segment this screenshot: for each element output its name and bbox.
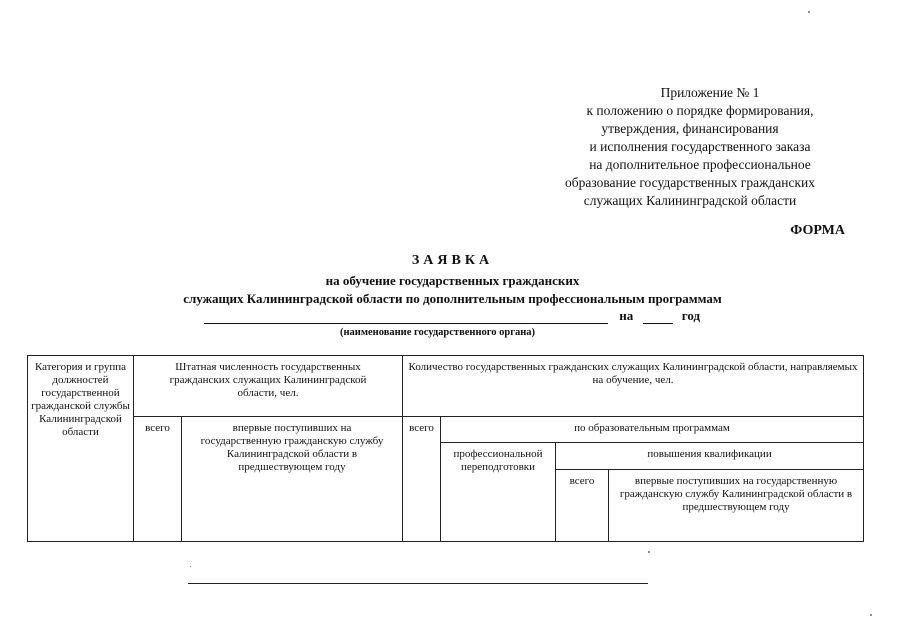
organization-line [204, 308, 704, 324]
scan-speck [648, 551, 650, 553]
staff-total-header: всего [134, 417, 182, 542]
by-programs-header: по образовательным программам [441, 417, 864, 443]
scan-speck [808, 11, 810, 13]
staff-header: Штатная численность государственных гражданских служащих Калининградской области, чел. [134, 356, 403, 417]
year-label: год [681, 308, 701, 323]
category-header: Категория и группа должностей государственной гражданской службы Калининградской области [28, 356, 134, 542]
appendix-block [500, 84, 880, 210]
document-title: ЗАЯВКА [411, 253, 494, 268]
appendix-line: утверждения, финансирования [601, 121, 779, 136]
qualification-total-header: всего [556, 470, 609, 542]
scan-speck [190, 566, 191, 567]
scan-speck [870, 614, 872, 616]
staff-first-entered-header: впервые поступивших на государственную гражданскую службу Калининградской области в предшествующем году [182, 417, 403, 542]
subtitle-line: на обучение государственных гражданских [325, 273, 580, 288]
na-label: на [619, 308, 634, 323]
qualification-header: повышения квалификации [556, 443, 864, 470]
count-total-header: всего [403, 417, 441, 542]
appendix-line: образование государственных гражданских [564, 175, 816, 190]
signature-line [188, 583, 648, 584]
form-label: ФОРМА [790, 223, 845, 238]
request-table [27, 355, 864, 542]
document-subtitle [0, 272, 905, 308]
count-header: Количество государственных гражданских служащих Калининградской области, направляемых на обучение, чел. [403, 356, 864, 417]
appendix-line: служащих Калининградской области [583, 193, 797, 208]
retraining-header: профессиональной переподготовки [441, 443, 556, 542]
qualification-first-entered-header: впервые поступивших на государственную гражданскую службу Калининградской области в предшествующем году [609, 470, 864, 542]
appendix-line: и исполнения государственного заказа [589, 139, 811, 154]
appendix-line: на дополнительное профессиональное [589, 157, 811, 172]
organization-caption: (наименование государственного органа) [340, 327, 536, 338]
subtitle-line: служащих Калининградской области по дополнительным профессиональным программам [183, 291, 722, 306]
organization-blank [204, 310, 608, 324]
appendix-line: Приложение № 1 [660, 85, 760, 100]
year-blank [643, 310, 673, 324]
appendix-line: к положению о порядке формирования, [586, 103, 814, 118]
